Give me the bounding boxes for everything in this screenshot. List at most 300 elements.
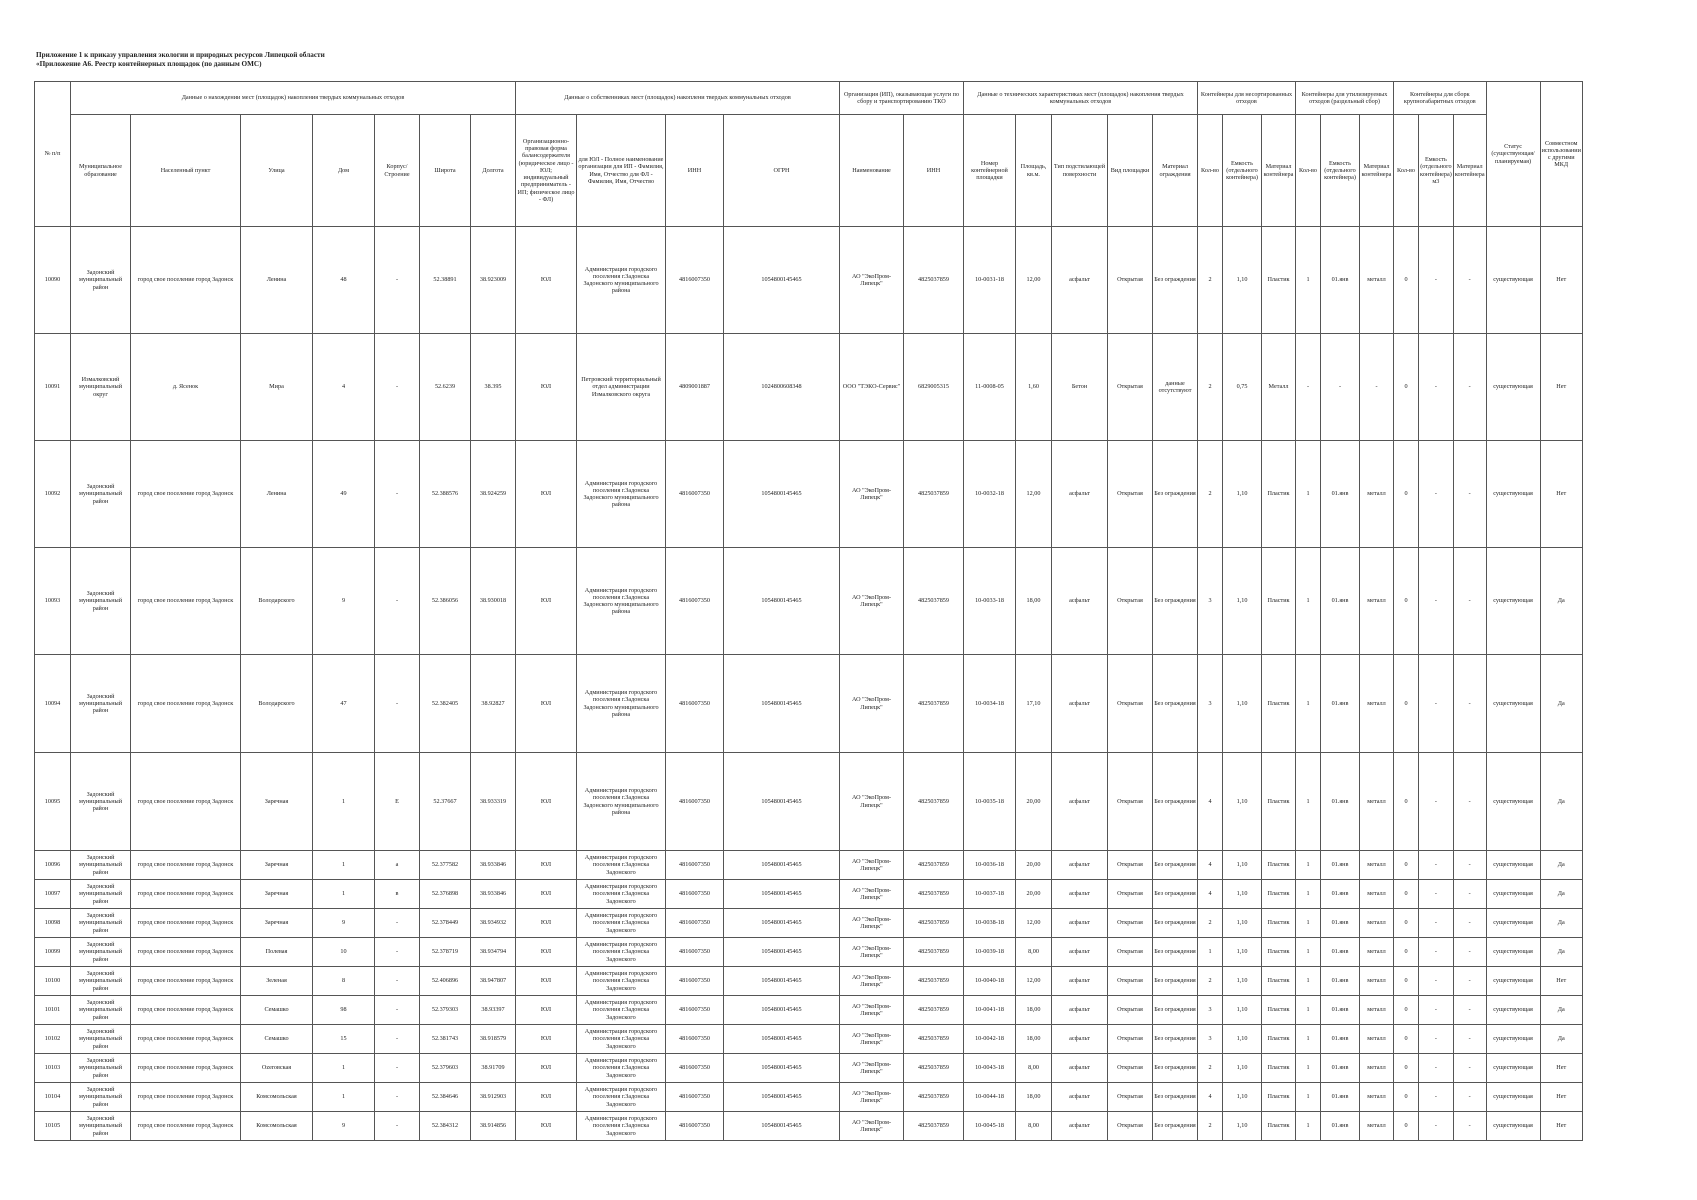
table-cell: 4816007350: [666, 1054, 724, 1083]
column-header: ОГРН: [724, 115, 840, 227]
table-cell: 1: [1296, 1054, 1321, 1083]
table-cell: 4809001887: [666, 334, 724, 441]
column-header: Организационно-правовая форма балансодержателя (юридическое лицо - ЮЛ; индивидуальный предприниматель - ИП; физическое лицо - ФЛ): [516, 115, 577, 227]
table-cell: 38.934794: [471, 938, 516, 967]
table-cell: Задонский муниципальный район: [71, 1112, 131, 1141]
table-cell: 01.янв: [1321, 996, 1360, 1025]
column-header: Емкость (отдельного контейнера): [1223, 115, 1262, 227]
table-cell: Комсомольская: [241, 1083, 313, 1112]
table-cell: -: [1453, 1083, 1486, 1112]
table-cell: АО "ЭкоПром-Липецк": [840, 967, 904, 996]
table-cell: 2: [1198, 1112, 1223, 1141]
table-row: [35, 851, 1583, 880]
table-cell: существующая: [1486, 441, 1540, 548]
table-cell: металл: [1360, 851, 1394, 880]
table-cell: 2: [1198, 1054, 1223, 1083]
table-cell: Задонский муниципальный район: [71, 880, 131, 909]
table-cell: металл: [1360, 909, 1394, 938]
table-cell: -: [375, 1025, 420, 1054]
table-cell: Администрация городского поселения г.Задонска Задонского: [577, 938, 666, 967]
table-cell: 2: [1198, 441, 1223, 548]
table-cell: 1054800145465: [724, 967, 840, 996]
table-cell: 1,10: [1223, 548, 1262, 655]
group-owners-header: Данные о собственниках мест (площадок) накоплени твердых коммунальных отходов: [516, 82, 840, 115]
table-cell: Металл: [1262, 334, 1296, 441]
table-cell: Открытая: [1108, 967, 1153, 996]
column-header: Корпус/Строение: [375, 115, 420, 227]
table-cell: АО "ЭкоПром-Липецк": [840, 441, 904, 548]
table-cell: 8,00: [1016, 1054, 1052, 1083]
table-cell: 52.384312: [420, 1112, 471, 1141]
column-header: Емкость (отдельного контейнера): [1321, 115, 1360, 227]
column-header: Тип подстилающей поверхности: [1052, 115, 1108, 227]
table-cell: 1,60: [1016, 334, 1052, 441]
table-cell: 12,00: [1016, 441, 1052, 548]
table-cell: 4816007350: [666, 880, 724, 909]
table-cell: АО "ЭкоПром-Липецк": [840, 1083, 904, 1112]
group-bulky-header: Контейнеры для сборк крупногабаритных отходов: [1394, 82, 1487, 115]
table-cell: 4825037859: [904, 909, 964, 938]
table-cell: 4: [1198, 753, 1223, 851]
table-cell: 52.381743: [420, 1025, 471, 1054]
table-cell: 52.37667: [420, 753, 471, 851]
column-header: Кол-во: [1394, 115, 1419, 227]
table-cell: асфальт: [1052, 851, 1108, 880]
table-cell: асфальт: [1052, 938, 1108, 967]
table-cell: Открытая: [1108, 227, 1153, 334]
table-cell: существующая: [1486, 909, 1540, 938]
table-cell: 10099: [35, 938, 71, 967]
table-cell: 10093: [35, 548, 71, 655]
table-cell: 52.379303: [420, 996, 471, 1025]
table-cell: 1054800145465: [724, 880, 840, 909]
table-cell: 52.6239: [420, 334, 471, 441]
table-cell: Да: [1540, 938, 1582, 967]
table-cell: город свое поселение город Задонск: [131, 967, 241, 996]
table-cell: Ленина: [241, 227, 313, 334]
table-cell: 18,00: [1016, 996, 1052, 1025]
table-cell: -: [1419, 334, 1454, 441]
table-cell: 0: [1394, 227, 1419, 334]
table-cell: Пластик: [1262, 1112, 1296, 1141]
table-cell: 10-0045-18: [964, 1112, 1016, 1141]
table-cell: -: [1321, 334, 1360, 441]
table-cell: -: [1453, 938, 1486, 967]
table-cell: Задонский муниципальный район: [71, 967, 131, 996]
table-cell: Без ограждения: [1153, 996, 1198, 1025]
table-cell: город свое поселение город Задонск: [131, 938, 241, 967]
table-cell: 38.918579: [471, 1025, 516, 1054]
table-cell: Ленина: [241, 441, 313, 548]
table-cell: металл: [1360, 753, 1394, 851]
table-cell: АО "ЭкоПром-Липецк": [840, 851, 904, 880]
table-cell: АО "ЭкоПром-Липецк": [840, 938, 904, 967]
table-cell: 4816007350: [666, 851, 724, 880]
table-row: [35, 996, 1583, 1025]
table-cell: -: [1453, 227, 1486, 334]
table-cell: асфальт: [1052, 880, 1108, 909]
table-cell: 1: [1296, 1025, 1321, 1054]
table-cell: Открытая: [1108, 548, 1153, 655]
table-cell: 10095: [35, 753, 71, 851]
table-cell: Администрация городского поселения г.Задонска Задонского: [577, 1112, 666, 1141]
table-cell: 1,10: [1223, 655, 1262, 753]
table-cell: 6829005315: [904, 334, 964, 441]
table-row: [35, 441, 1583, 548]
table-cell: асфальт: [1052, 967, 1108, 996]
table-cell: 38.933319: [471, 753, 516, 851]
table-cell: Пластик: [1262, 548, 1296, 655]
col-number-header: № п/п: [35, 82, 71, 227]
table-cell: 1054800145465: [724, 909, 840, 938]
table-cell: в: [375, 880, 420, 909]
table-cell: 0: [1394, 967, 1419, 996]
table-cell: 1: [1296, 227, 1321, 334]
table-cell: город свое поселение город Задонск: [131, 227, 241, 334]
table-cell: Открытая: [1108, 1054, 1153, 1083]
table-cell: -: [1419, 851, 1454, 880]
table-cell: -: [375, 938, 420, 967]
table-cell: 01.янв: [1321, 548, 1360, 655]
table-cell: -: [1360, 334, 1394, 441]
table-cell: -: [1453, 1112, 1486, 1141]
table-cell: Открытая: [1108, 938, 1153, 967]
table-cell: Открытая: [1108, 880, 1153, 909]
table-cell: АО "ЭкоПром-Липецк": [840, 753, 904, 851]
table-cell: 1054800145465: [724, 1112, 840, 1141]
table-cell: существующая: [1486, 548, 1540, 655]
table-cell: асфальт: [1052, 227, 1108, 334]
table-cell: 10-0040-18: [964, 967, 1016, 996]
column-header: Емкость (отдельного контейнера) м3: [1419, 115, 1454, 227]
table-cell: 1,10: [1223, 851, 1262, 880]
table-cell: город свое поселение город Задонск: [131, 1083, 241, 1112]
table-cell: 4825037859: [904, 548, 964, 655]
table-cell: существующая: [1486, 967, 1540, 996]
table-cell: 0: [1394, 880, 1419, 909]
table-cell: 10103: [35, 1054, 71, 1083]
table-cell: данные отсутствуют: [1153, 334, 1198, 441]
table-cell: асфальт: [1052, 753, 1108, 851]
table-cell: 10-0033-18: [964, 548, 1016, 655]
table-cell: 12,00: [1016, 909, 1052, 938]
table-cell: город свое поселение город Задонск: [131, 753, 241, 851]
table-cell: Администрация городского поселения г.Задонска Задонского муниципального района: [577, 753, 666, 851]
table-cell: 1: [313, 880, 375, 909]
table-cell: 98: [313, 996, 375, 1025]
table-cell: 1054800145465: [724, 1054, 840, 1083]
table-cell: Задонский муниципальный район: [71, 909, 131, 938]
table-cell: 10094: [35, 655, 71, 753]
table-cell: -: [375, 1054, 420, 1083]
table-cell: Да: [1540, 996, 1582, 1025]
table-cell: 01.янв: [1321, 753, 1360, 851]
table-cell: существующая: [1486, 655, 1540, 753]
table-cell: 38.924259: [471, 441, 516, 548]
table-cell: 38.930018: [471, 548, 516, 655]
table-cell: асфальт: [1052, 655, 1108, 753]
table-cell: город свое поселение город Задонск: [131, 880, 241, 909]
table-cell: город свое поселение город Задонск: [131, 1025, 241, 1054]
table-cell: Администрация городского поселения г.Задонска Задонского: [577, 996, 666, 1025]
table-cell: Администрация городского поселения г.Задонска Задонского: [577, 967, 666, 996]
table-cell: Семашко: [241, 1025, 313, 1054]
table-cell: Петровский территориальный отдел администрации Измалковского округа: [577, 334, 666, 441]
table-cell: 1,10: [1223, 938, 1262, 967]
table-cell: АО "ЭкоПром-Липецк": [840, 548, 904, 655]
table-cell: 10: [313, 938, 375, 967]
table-cell: металл: [1360, 655, 1394, 753]
table-cell: -: [1419, 1112, 1454, 1141]
table-cell: Без ограждения: [1153, 1112, 1198, 1141]
table-cell: д. Ясенок: [131, 334, 241, 441]
table-cell: 0: [1394, 753, 1419, 851]
table-cell: Без ограждения: [1153, 655, 1198, 753]
table-cell: 01.янв: [1321, 655, 1360, 753]
column-header: для ЮЛ - Полное наименование организации для ИП - Фамилия, Имя, Отчество для ФЛ - Фамилия, Имя, Отчество: [577, 115, 666, 227]
table-cell: Администрация городского поселения г.Задонска Задонского: [577, 1054, 666, 1083]
table-cell: существующая: [1486, 753, 1540, 851]
table-cell: металл: [1360, 227, 1394, 334]
table-cell: существующая: [1486, 1054, 1540, 1083]
table-cell: Да: [1540, 655, 1582, 753]
table-cell: -: [1419, 548, 1454, 655]
table-cell: 52.379603: [420, 1054, 471, 1083]
column-header: Кол-во: [1198, 115, 1223, 227]
table-cell: 1: [1296, 655, 1321, 753]
table-cell: существующая: [1486, 334, 1540, 441]
table-cell: 2: [1198, 909, 1223, 938]
table-cell: -: [1419, 996, 1454, 1025]
table-cell: 12,00: [1016, 227, 1052, 334]
table-cell: 01.янв: [1321, 938, 1360, 967]
table-row: [35, 227, 1583, 334]
table-cell: 18,00: [1016, 1083, 1052, 1112]
table-cell: Нет: [1540, 441, 1582, 548]
table-cell: Нет: [1540, 1054, 1582, 1083]
table-cell: 10-0036-18: [964, 851, 1016, 880]
table-cell: Администрация городского поселения г.Задонска Задонского: [577, 1025, 666, 1054]
table-cell: -: [1419, 1025, 1454, 1054]
table-cell: металл: [1360, 938, 1394, 967]
table-cell: Да: [1540, 1025, 1582, 1054]
table-cell: Без ограждения: [1153, 441, 1198, 548]
table-cell: асфальт: [1052, 441, 1108, 548]
table-cell: 38.92827: [471, 655, 516, 753]
table-cell: 52.382405: [420, 655, 471, 753]
table-cell: 01.янв: [1321, 909, 1360, 938]
table-cell: Бетон: [1052, 334, 1108, 441]
table-cell: 0: [1394, 655, 1419, 753]
table-cell: Администрация городского поселения г.Задонска Задонского: [577, 880, 666, 909]
heading-line-1: Приложение 1 к приказу управления экологии и природных ресурсов Липецкой области: [36, 51, 325, 59]
table-cell: 1: [313, 753, 375, 851]
table-cell: Без ограждения: [1153, 1025, 1198, 1054]
table-cell: 2: [1198, 334, 1223, 441]
table-cell: 1054800145465: [724, 441, 840, 548]
table-cell: Без ограждения: [1153, 548, 1198, 655]
table-cell: 4816007350: [666, 655, 724, 753]
table-cell: 4825037859: [904, 967, 964, 996]
table-cell: 1,10: [1223, 227, 1262, 334]
table-cell: 4825037859: [904, 655, 964, 753]
table-cell: Задонский муниципальный район: [71, 1054, 131, 1083]
table-cell: ЮЛ: [516, 996, 577, 1025]
table-cell: 0: [1394, 441, 1419, 548]
table-cell: Нет: [1540, 334, 1582, 441]
table-cell: Без ограждения: [1153, 967, 1198, 996]
table-cell: Зеленая: [241, 967, 313, 996]
table-cell: 1,10: [1223, 909, 1262, 938]
table-cell: 1054800145465: [724, 548, 840, 655]
table-cell: 4825037859: [904, 938, 964, 967]
table-cell: Пластик: [1262, 880, 1296, 909]
table-cell: 0: [1394, 996, 1419, 1025]
table-cell: металл: [1360, 967, 1394, 996]
table-cell: 10101: [35, 996, 71, 1025]
table-cell: АО "ЭкоПром-Липецк": [840, 227, 904, 334]
table-cell: -: [1419, 1083, 1454, 1112]
table-cell: 4825037859: [904, 1025, 964, 1054]
table-cell: 10-0043-18: [964, 1054, 1016, 1083]
table-cell: -: [1453, 909, 1486, 938]
table-cell: -: [1453, 1054, 1486, 1083]
table-cell: 38.914856: [471, 1112, 516, 1141]
table-cell: Заречная: [241, 909, 313, 938]
table-cell: существующая: [1486, 227, 1540, 334]
table-cell: -: [1453, 851, 1486, 880]
column-header: Дом: [313, 115, 375, 227]
table-cell: 4: [1198, 851, 1223, 880]
table-cell: Задонский муниципальный район: [71, 851, 131, 880]
table-cell: 52.38891: [420, 227, 471, 334]
table-cell: Пластик: [1262, 909, 1296, 938]
table-cell: Задонский муниципальный район: [71, 996, 131, 1025]
table-cell: ЮЛ: [516, 753, 577, 851]
table-cell: 38.91709: [471, 1054, 516, 1083]
table-cell: Без ограждения: [1153, 909, 1198, 938]
column-header: Материал контейнера: [1360, 115, 1394, 227]
table-cell: ЮЛ: [516, 227, 577, 334]
table-cell: -: [1453, 655, 1486, 753]
table-cell: существующая: [1486, 880, 1540, 909]
table-cell: существующая: [1486, 1083, 1540, 1112]
table-cell: 4816007350: [666, 1112, 724, 1141]
table-cell: Открытая: [1108, 909, 1153, 938]
table-cell: -: [1419, 967, 1454, 996]
table-cell: 38.934932: [471, 909, 516, 938]
table-cell: Володарского: [241, 548, 313, 655]
table-cell: 1024800608348: [724, 334, 840, 441]
table-cell: 1,10: [1223, 967, 1262, 996]
table-cell: 10-0031-18: [964, 227, 1016, 334]
table-cell: Пластик: [1262, 938, 1296, 967]
table-cell: ЮЛ: [516, 655, 577, 753]
table-cell: существующая: [1486, 996, 1540, 1025]
table-cell: 1054800145465: [724, 996, 840, 1025]
table-cell: Задонский муниципальный район: [71, 1083, 131, 1112]
table-row: [35, 334, 1583, 441]
table-cell: 1,10: [1223, 441, 1262, 548]
table-cell: 1: [313, 1083, 375, 1112]
table-cell: 1054800145465: [724, 227, 840, 334]
table-cell: 1,10: [1223, 880, 1262, 909]
table-cell: город свое поселение город Задонск: [131, 1112, 241, 1141]
heading-line-2: «Приложение А6. Реестр контейнерных площадок (по данным ОМС): [36, 60, 262, 68]
table-cell: существующая: [1486, 1025, 1540, 1054]
table-row: [35, 938, 1583, 967]
table-cell: 49: [313, 441, 375, 548]
table-cell: Открытая: [1108, 996, 1153, 1025]
table-cell: 10-0039-18: [964, 938, 1016, 967]
table-cell: 4816007350: [666, 227, 724, 334]
table-cell: -: [375, 334, 420, 441]
table-cell: ЮЛ: [516, 1112, 577, 1141]
table-cell: 20,00: [1016, 880, 1052, 909]
table-cell: 1: [313, 851, 375, 880]
table-cell: 1: [1296, 938, 1321, 967]
table-cell: -: [1453, 334, 1486, 441]
table-cell: -: [375, 548, 420, 655]
table-cell: Администрация городского поселения г.Задонска Задонского муниципального района: [577, 655, 666, 753]
table-cell: 10-0032-18: [964, 441, 1016, 548]
table-cell: Администрация городского поселения г.Задонска Задонского муниципального района: [577, 441, 666, 548]
table-row: [35, 909, 1583, 938]
table-cell: Без ограждения: [1153, 753, 1198, 851]
table-cell: Задонский муниципальный район: [71, 938, 131, 967]
table-cell: 38.395: [471, 334, 516, 441]
table-cell: 9: [313, 1112, 375, 1141]
group-unsorted-header: Контейнеры для несортированных отходов: [1198, 82, 1296, 115]
table-cell: 0: [1394, 334, 1419, 441]
table-cell: Полевая: [241, 938, 313, 967]
table-cell: 1: [1198, 938, 1223, 967]
table-cell: Да: [1540, 909, 1582, 938]
table-cell: Пластик: [1262, 1025, 1296, 1054]
col-status-header: Статус (существующая/ планируемая): [1486, 82, 1540, 227]
header-column-row: [35, 115, 1583, 227]
table-cell: 2: [1198, 227, 1223, 334]
table-cell: Открытая: [1108, 1112, 1153, 1141]
table-cell: 10091: [35, 334, 71, 441]
table-cell: 4816007350: [666, 909, 724, 938]
table-cell: 20,00: [1016, 753, 1052, 851]
table-cell: Нет: [1540, 1112, 1582, 1141]
table-cell: 4825037859: [904, 851, 964, 880]
table-cell: 52.406896: [420, 967, 471, 996]
table-cell: Да: [1540, 880, 1582, 909]
table-cell: 20,00: [1016, 851, 1052, 880]
table-cell: -: [1453, 996, 1486, 1025]
header-group-row: [35, 82, 1583, 115]
column-header: Вид площадки: [1108, 115, 1153, 227]
table-cell: Задонский муниципальный район: [71, 655, 131, 753]
table-cell: -: [375, 441, 420, 548]
table-cell: 4: [313, 334, 375, 441]
table-cell: металл: [1360, 441, 1394, 548]
table-cell: 1054800145465: [724, 851, 840, 880]
table-cell: Пластик: [1262, 655, 1296, 753]
table-cell: -: [1419, 1054, 1454, 1083]
column-header: Наименование: [840, 115, 904, 227]
table-cell: 4825037859: [904, 441, 964, 548]
table-cell: асфальт: [1052, 548, 1108, 655]
table-cell: -: [375, 655, 420, 753]
table-cell: Мира: [241, 334, 313, 441]
table-cell: 48: [313, 227, 375, 334]
table-cell: город свое поселение город Задонск: [131, 996, 241, 1025]
table-cell: 38.912903: [471, 1083, 516, 1112]
